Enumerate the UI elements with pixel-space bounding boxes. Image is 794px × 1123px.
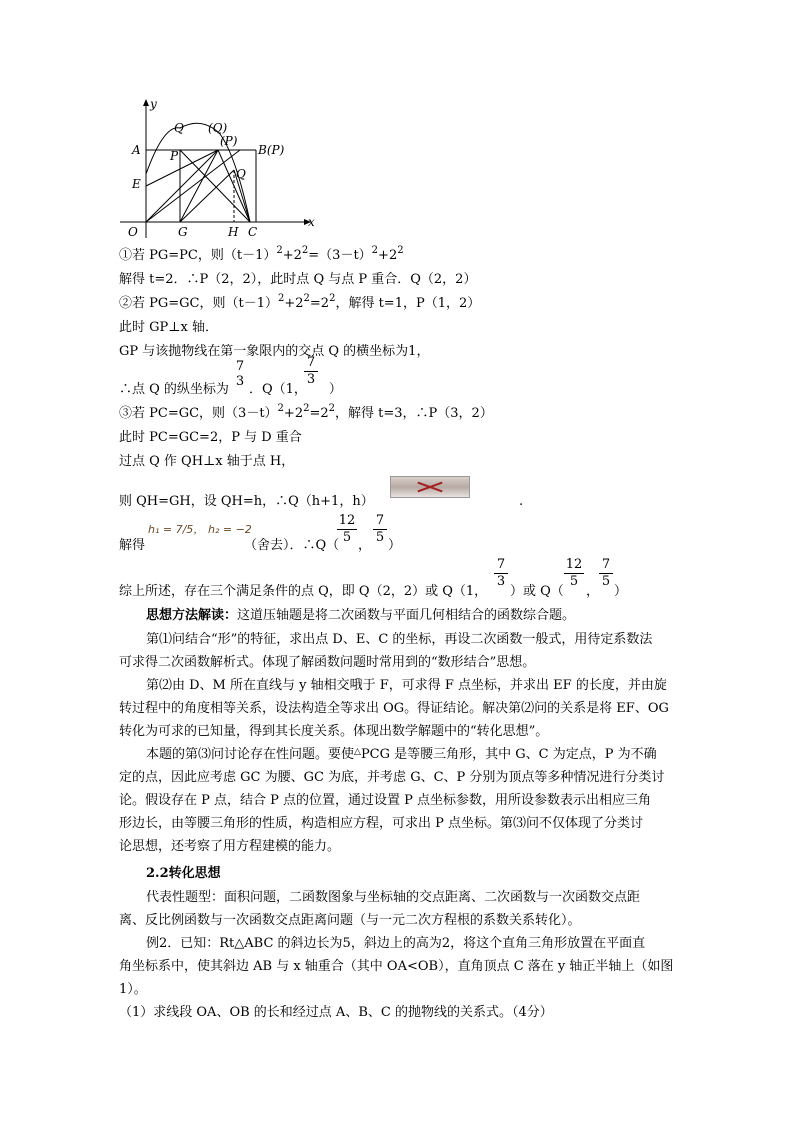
example-2c: 1）。: [119, 982, 147, 997]
case-1-line: [119, 245, 404, 265]
method-title: 思想方法解读：: [146, 608, 238, 623]
para-4a: [146, 747, 657, 764]
denominator: 5: [342, 530, 352, 545]
label-O: O: [128, 225, 138, 239]
text: ）: [328, 382, 342, 397]
example-2b: 角坐标系中，使其斜边 AB 与 x 轴重合（其中 OA<OB），直角顶点 C 落在 y 轴正半轴上（如图: [119, 959, 674, 974]
label-y: y: [150, 97, 157, 111]
text: ①若 PG=PC，则（t－1）: [119, 248, 277, 263]
fraction-7-5-b: [599, 558, 613, 589]
superscript: 2: [277, 403, 284, 414]
segment-EQ: [146, 150, 218, 186]
label-Q-top: Q: [174, 121, 184, 135]
text: PCG 是等腰三角形，其中 G、C 为定点，P 为不确: [360, 747, 657, 762]
gp-perpendicular-line: 此时 GP⊥x 轴．: [119, 320, 218, 335]
para-3b: 转过程中的角度相等关系，设法构造全等求出 OG。得证结论。解决第⑵问的关系是将 EF、OG: [119, 701, 669, 716]
label-Q-paren: (Q): [208, 121, 228, 135]
numerator: 7: [375, 513, 385, 528]
superscript: 2: [303, 403, 310, 414]
triangle-symbol: △: [354, 747, 361, 757]
numerator: 12: [338, 513, 356, 528]
fraction-7-3-c: [494, 558, 508, 589]
text: ，解得 t=3，∴P（3，2）: [335, 406, 493, 421]
solution-line-2: 解得 t=2．∴P（2，2），此时点 Q 与点 P 重合．Q（2，2）: [119, 272, 477, 287]
fraction-7-5-a: [373, 514, 387, 545]
label-P-paren: (P): [220, 134, 238, 148]
h1-value: h₁ = 7/5，: [148, 523, 205, 536]
denominator: 3: [235, 374, 245, 389]
numerator: 7: [306, 355, 316, 370]
fraction-7-3-b: [304, 356, 318, 387]
segment-DG: [180, 150, 218, 222]
intersection-line: GP 与该抛物线在第一象限内的交点 Q 的横坐标为1，: [119, 344, 430, 359]
example-2a: 例2．已知：Rt△ABC 的斜边长为5，斜边上的高为2，将这个直角三角形放置在平面直: [146, 936, 646, 951]
fraction-12-5-b: [564, 558, 584, 589]
superscript: 2: [328, 403, 336, 414]
h2-value: h₂ = −2: [208, 523, 252, 536]
segment-OC: [146, 150, 240, 222]
label-C: C: [248, 225, 258, 239]
denominator: 3: [306, 372, 316, 387]
superscript: 2: [397, 245, 404, 256]
close-paren: ）: [388, 538, 402, 553]
superscript: 2: [277, 293, 285, 304]
label-H: H: [228, 225, 239, 239]
denominator: 5: [569, 574, 579, 589]
method-paragraph-1: [146, 608, 575, 624]
case-2-line: [119, 293, 481, 313]
q-solution-line: （舍去）．∴Q（: [244, 538, 340, 553]
case-3-line: [119, 403, 493, 423]
text: +2: [283, 406, 304, 421]
coordinate-figure: [112, 94, 322, 244]
question-1: （1）求线段 OA、OB 的长和经过点 A、B、C 的抛物线的关系式。（4分）: [119, 1005, 553, 1020]
text: +2: [378, 248, 398, 263]
superscript: 2: [301, 245, 309, 256]
superscript: 2: [329, 293, 336, 304]
text: ，解得 t=1，P（1，2）: [335, 296, 481, 311]
fraction-7-3-a: [233, 360, 247, 389]
para-2a: 第⑴问结合“形”的特征，求出点 D、E、C 的坐标，再设二次函数一般式，用待定系数法: [146, 632, 653, 647]
solve-h-label: 解得: [119, 538, 146, 553]
para-2b: 可求得二次函数解析式。体现了解函数问题时常用到的“数形结合”思想。: [119, 655, 536, 670]
denominator: 5: [375, 530, 385, 545]
text: =（3－t）: [308, 248, 372, 263]
qh-perp-line: 过点 Q 作 QH⊥x 轴于点 H，: [119, 454, 295, 469]
segment-OD: [146, 150, 218, 222]
text: ③若 PC=GC，则（3－t）: [119, 406, 278, 421]
comma: ，: [358, 538, 372, 553]
summary-or: ）或 Q（: [510, 584, 564, 599]
fraction-12-5-a: [337, 514, 357, 545]
text: +2: [284, 296, 304, 311]
denominator: 3: [496, 574, 506, 589]
summary-close: ）: [614, 584, 628, 599]
y-axis-arrow: [143, 99, 149, 106]
para-4b: 定的点，因此应考虑 GC 为腰、GC 为底，并考虑 G、C、P 分别为顶点等多种情况进行分类讨: [119, 770, 665, 785]
label-P: P: [170, 149, 179, 163]
superscript: 2: [303, 293, 310, 304]
text: 本题的第⑶问讨论存在性问题。要使: [146, 747, 355, 762]
label-B: B(P): [258, 143, 285, 157]
para-4e: 论思想，还考察了用方程建模的能力。: [119, 839, 341, 854]
para-3c: 转化为可求的已知量，得到其长度关系。体现出数学解题中的“转化思想”。: [119, 724, 549, 739]
superscript: 2: [371, 245, 379, 256]
label-A: A: [132, 143, 141, 157]
section-title: 2.2转化思想: [146, 866, 221, 881]
qh-gh-line: 则 QH=GH，设 QH=h，∴Q（h+1，h）: [119, 494, 374, 509]
summary-line: 综上所述，存在三个满足条件的点 Q，即 Q（2，2）或 Q（1，: [119, 584, 488, 599]
para-4d: 形边长，由等腰三角形的性质，构造相应方程，可求出 P 点坐标。第⑶问不仅体现了分类讨: [119, 816, 644, 831]
superscript: 2: [276, 245, 283, 256]
numerator: 7: [235, 359, 245, 374]
denominator: 5: [601, 574, 611, 589]
text: +2: [282, 248, 302, 263]
numerator: 12: [565, 557, 583, 572]
label-Q-right: Q: [236, 167, 246, 181]
summary-comma: ，: [586, 584, 600, 599]
para-4c: 论。假设存在 P 点，结合 P 点的位置，通过设置 P 点坐标参数，用所设参数表示出相应三角: [119, 793, 652, 808]
label-G: G: [178, 225, 188, 239]
text: 这道压轴题是将二次函数与平面几何相结合的函数综合题。: [237, 608, 576, 623]
trailing-dot: .: [519, 494, 524, 509]
text: =2: [309, 406, 329, 421]
pc-gc-line: 此时 PC=GC=2，P 与 D 重合: [119, 430, 302, 445]
text: =2: [309, 296, 330, 311]
text: ②若 PG=GC，则（t－1）: [119, 296, 278, 311]
numerator: 7: [601, 557, 611, 572]
numerator: 7: [496, 557, 506, 572]
section-para-1b: 离、反比例函数与一次函数交点距离问题（与一元二次方程根的系数关系转化）。: [119, 913, 581, 928]
label-x: x: [308, 215, 315, 229]
label-E: E: [132, 177, 141, 191]
broken-equation-image: [390, 476, 470, 498]
para-3a: 第⑵由 D、M 所在直线与 y 轴相交哦于 F，可求得 F 点坐标，并求出 EF 的长度，并由旋: [146, 678, 667, 693]
section-para-1a: 代表性题型：面积问题，二函数图象与坐标轴的交点距离、二次函数与一次函数交点距: [146, 890, 641, 905]
text: ∴点 Q 的纵坐标为: [119, 382, 229, 397]
text: ．Q（1，: [248, 382, 307, 397]
